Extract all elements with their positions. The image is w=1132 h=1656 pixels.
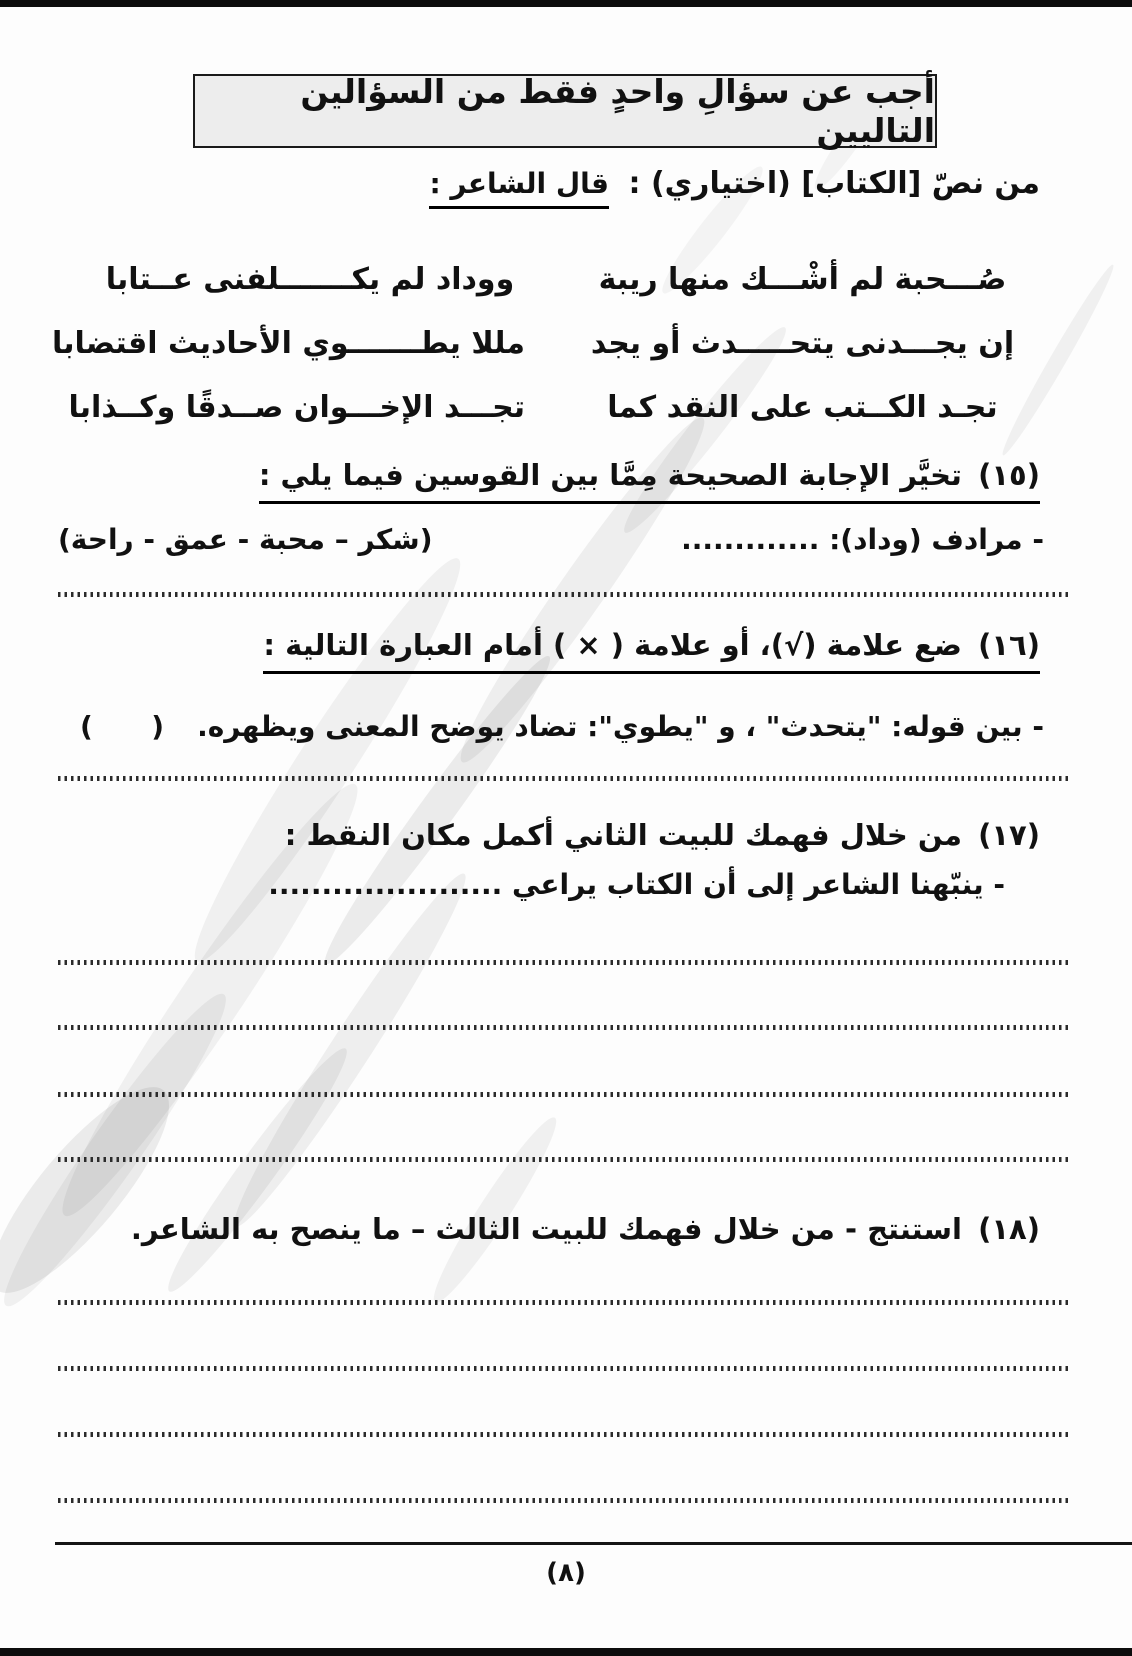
question-17-number: (١٧) [978,818,1040,852]
verse-row-1 [95,253,1040,305]
answer-line [58,592,1070,597]
question-17-item: - ينبّهنا الشاعر إلى أن الكتاب يراعي ...................... [268,868,1005,901]
verse-row-3 [68,381,1040,433]
answer-line [58,1432,1070,1437]
bottom-black-bar [0,1648,1132,1656]
watermark-stroke [423,1110,568,1311]
answer-line [58,1092,1070,1097]
watermark-stroke [0,980,244,1320]
answer-line [58,1025,1070,1030]
question-16-statement: - بين قوله: "يتحدث" ، و "يطوي": تضاد يوضح المعنى ويظهره. [197,710,1044,743]
footer-divider [55,1542,1132,1545]
question-17-text: من خلال فهمك للبيت الثاني أكمل مكان النقط : [284,818,962,852]
watermark-stroke [0,1065,194,1316]
question-15-text: تخيَّر الإجابة الصحيحة مِمَّا بين القوسين فيما يلي : [258,458,962,492]
question-16-heading [263,628,1040,674]
question-16-answer-brackets: ( ) [80,710,165,743]
instruction-text: أجب عن سؤالِ واحدٍ فقط من السؤالين التاليين [300,72,935,150]
question-16-text: ضع علامة (√)، أو علامة ( × ) أمام العبارة التالية : [263,628,962,662]
answer-line [58,1366,1070,1371]
answer-line [58,1300,1070,1305]
poet-intro: قال الشاعر : [429,167,609,209]
question-16-number: (١٦) [978,628,1040,662]
question-15-heading [259,458,1040,504]
question-15-choices: (شكر – محبة - عمق - راحة) [58,523,433,556]
verse-row-2 [52,317,1040,369]
watermark-stroke [155,1038,360,1301]
answer-line [58,960,1070,965]
top-black-bar [0,0,1132,7]
verse-1-right-hemistich: صُـــحبة لم أشْـــك منها ريبة [598,261,1007,297]
answer-line [58,1157,1070,1162]
instruction-box [193,74,937,148]
question-17-heading [285,818,1040,852]
watermark-stroke [312,646,564,974]
verse-2-left-hemistich: مللا يطـــــــوي الأحاديث اقتضابا [52,325,525,361]
question-18-heading [131,1212,1040,1246]
watermark-stroke [219,863,481,1237]
verse-3-left-hemistich: تجـــد الإخـــوان صــدقًا وكــذابا [68,389,525,425]
question-16-item-row [80,710,1044,743]
question-18-text: استنتج - من خلال فهمك للبيت الثالث – ما ينصح به الشاعر. [130,1212,962,1246]
question-15-number: (١٥) [978,458,1040,492]
question-18-number: (١٨) [978,1212,1040,1246]
verse-1-left-hemistich: ووداد لم يكـــــــلفنى عــتابا [105,261,515,297]
verse-3-right-hemistich: تجـد الكــتب على النقد كما [607,389,998,425]
question-15-item-row [58,523,1044,556]
answer-line [58,1498,1070,1503]
section-title-line [429,166,1040,201]
watermark-stroke [174,544,482,977]
verse-2-right-hemistich: إن يجـــدنى يتحـــــدث أو يجد [590,325,1015,361]
section-title: من نصّ [الكتاب] (اختياري) : [628,166,1040,201]
answer-line [58,776,1070,781]
question-15-item: - مرادف (وداد): ............. [681,523,1044,556]
page-number: (٨) [546,1558,586,1588]
